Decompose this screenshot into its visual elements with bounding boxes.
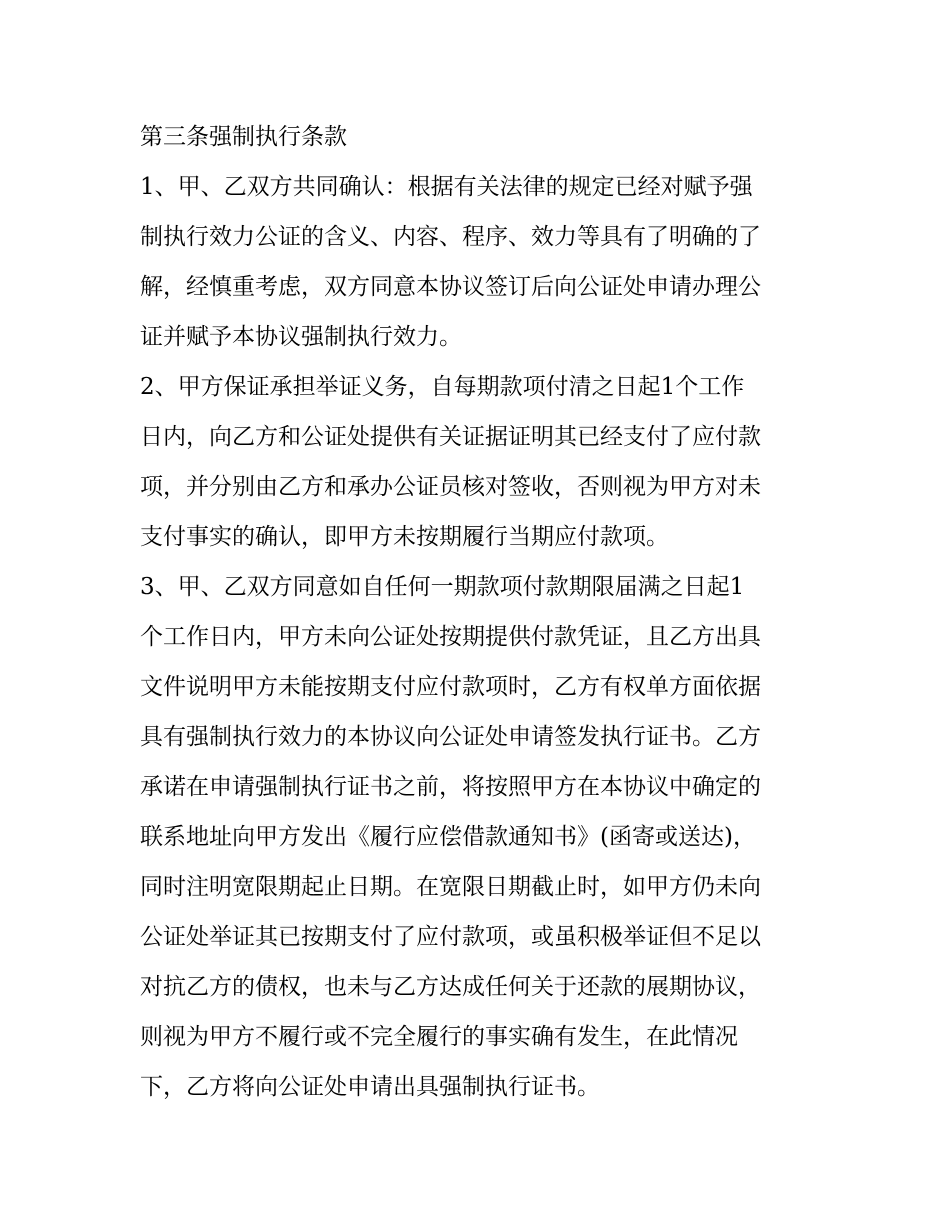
clause-3-line: 公证处举证其已按期支付了应付款项，或虽积极举证但不足以 (140, 924, 761, 950)
clause-2-line: 日内，向乙方和公证处提供有关证据证明其已经支付了应付款 (140, 424, 761, 450)
clause-2-line: 2、甲方保证承担举证义务，自每期款项付清之日起1个工作 (140, 374, 745, 400)
clause-1-line: 制执行效力公证的含义、内容、程序、效力等具有了明确的了 (140, 224, 761, 250)
article-heading: 第三条强制执行条款 (140, 124, 347, 150)
clause-2-line: 支付事实的确认，即甲方未按期履行当期应付款项。 (140, 524, 669, 550)
clause-3-line: 3、甲、乙双方同意如自任何一期款项付款期限届满之日起1 (140, 574, 745, 600)
clause-1-line: 解，经慎重考虑，双方同意本协议签订后向公证处申请办理公 (140, 274, 761, 300)
clause-3-line: 文件说明甲方未能按期支付应付款项时，乙方有权单方面依据 (140, 674, 761, 700)
clause-3-line: 则视为甲方不履行或不完全履行的事实确有发生，在此情况 (140, 1024, 738, 1050)
document-body (140, 112, 816, 1112)
clause-3-line: 个工作日内，甲方未向公证处按期提供付款凭证，且乙方出具 (140, 624, 761, 650)
clause-1-line: 证并赋予本协议强制执行效力。 (140, 324, 462, 350)
clause-2-line: 项，并分别由乙方和承办公证员核对签收，否则视为甲方对未 (140, 474, 761, 500)
clause-3-line: 联系地址向甲方发出《履行应偿借款通知书》(函寄或送达)， (140, 824, 756, 850)
clause-3-line: 具有强制执行效力的本协议向公证处申请签发执行证书。乙方 (140, 724, 761, 750)
clause-3-line: 对抗乙方的债权，也未与乙方达成任何关于还款的展期协议， (140, 974, 761, 1000)
clause-3-line: 下，乙方将向公证处申请出具强制执行证书。 (140, 1074, 600, 1100)
clause-1-line: 1、甲、乙双方共同确认：根据有关法律的规定已经对赋予强 (140, 174, 753, 200)
clause-3 (140, 562, 816, 1112)
clause-3-line: 同时注明宽限期起止日期。在宽限日期截止时，如甲方仍未向 (140, 874, 761, 900)
clause-1 (140, 162, 816, 362)
clause-3-line: 承诺在申请强制执行证书之前，将按照甲方在本协议中确定的 (140, 774, 761, 800)
clause-2 (140, 362, 816, 562)
